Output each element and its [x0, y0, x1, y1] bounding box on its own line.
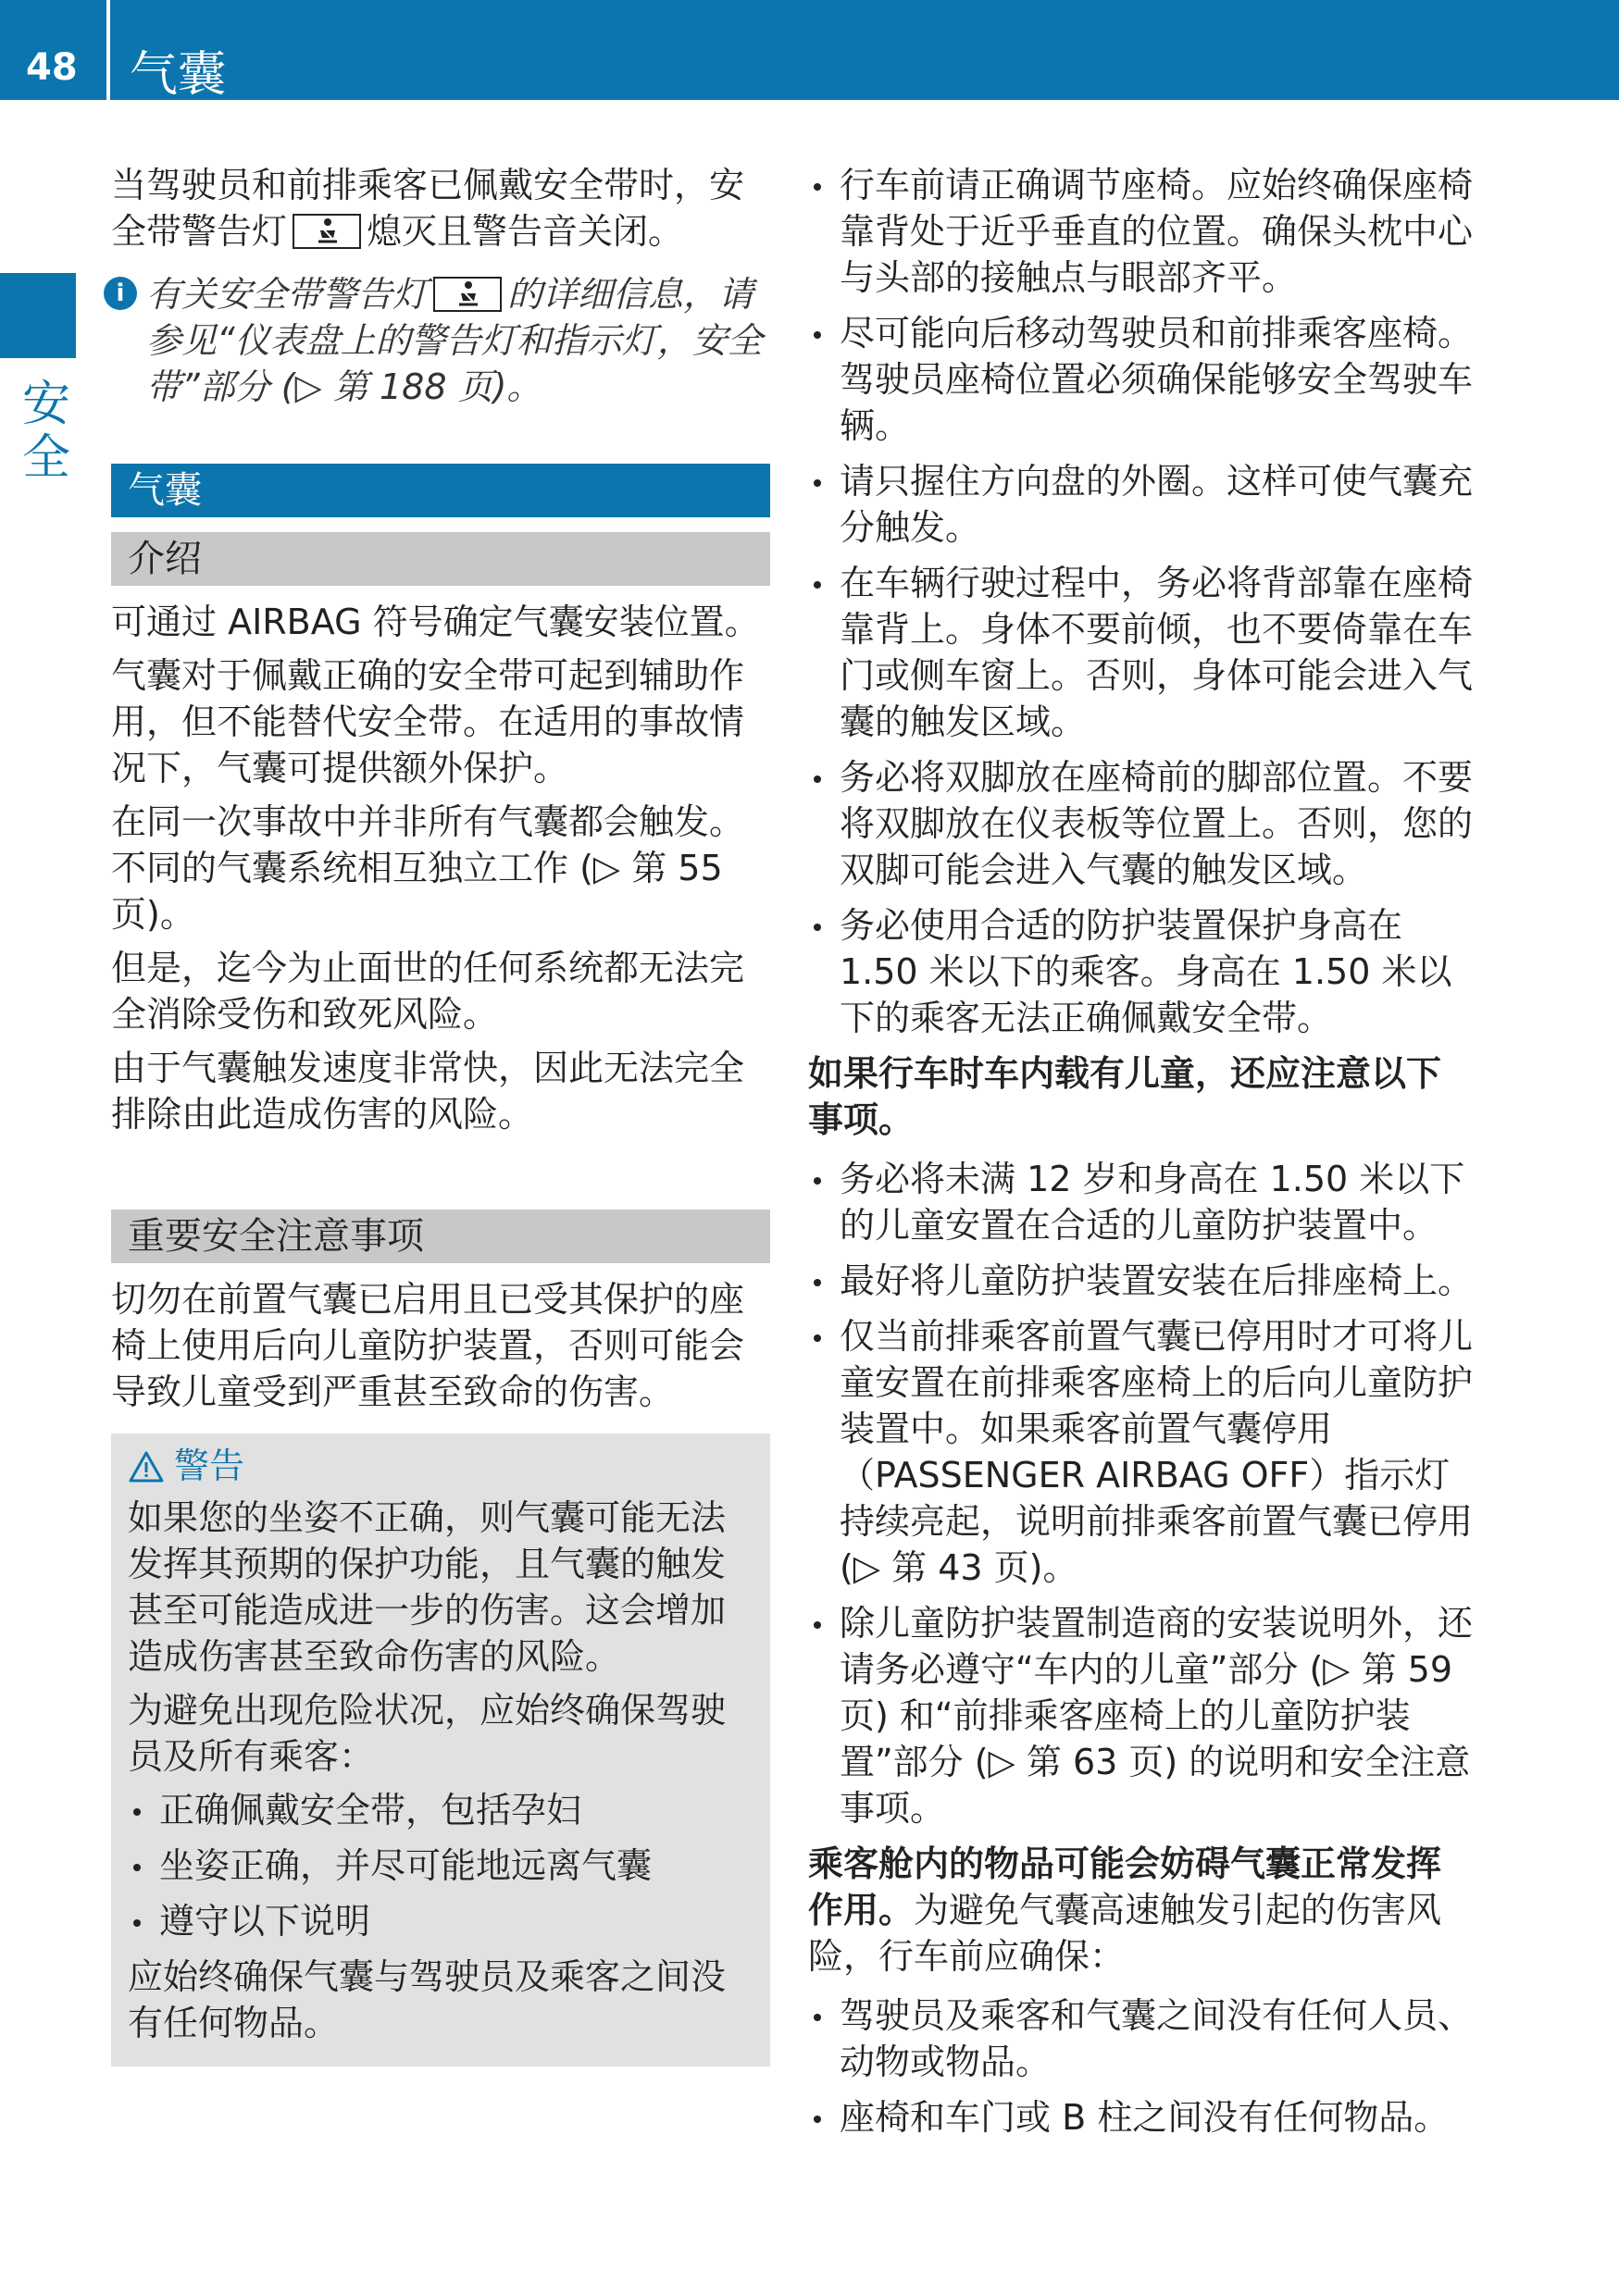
warning-list	[128, 1787, 753, 1944]
info-note	[111, 271, 770, 410]
warning-paragraph: 应始终确保气囊与驾驶员及乘客之间没有任何物品。	[128, 1956, 727, 2043]
page-number: 48	[26, 46, 78, 89]
warning-heading	[128, 1443, 753, 1489]
warning-triangle-icon	[128, 1450, 165, 1483]
warning-box	[111, 1433, 770, 2066]
paragraph: 由于气囊触发速度非常快，因此无法完全排除由此造成伤害的风险。	[111, 1048, 745, 1135]
seatbelt-warning-icon	[433, 277, 502, 312]
paragraph: 可通过 AIRBAG 符号确定气囊安装位置。	[111, 602, 760, 642]
list-item: 驾驶员及乘客和气囊之间没有任何人员、动物或物品。	[808, 1992, 1475, 2085]
warning-paragraph: 如果您的坐姿不正确，则气囊可能无法发挥其预期的保护功能，且气囊的触发甚至可能造成进一步的伤害。这会增加造成伤害甚至致命伤害的风险。	[128, 1497, 727, 1677]
info-icon: i	[104, 277, 137, 310]
header-bar	[0, 0, 1619, 100]
side-tab-label: 安全	[21, 377, 70, 486]
list-item: 在车辆行驶过程中，务必将背部靠在座椅靠背上。身体不要前倾，也不要倚靠在车门或侧车窗上。否则，身体可能会进入气囊的触发区域。	[808, 560, 1475, 745]
objects-heading-text: 为避免气囊高速触发引起的伤害风险，行车前应确保：	[808, 1890, 1442, 1977]
seating-instructions-list	[808, 162, 1475, 1041]
list-item: 务必使用合适的防护装置保护身高在 1.50 米以下的乘客。身高在 1.50 米以下的乘客无法正确佩戴安全带。	[808, 902, 1475, 1041]
list-item: 坐姿正确，并尽可能地远离气囊	[128, 1843, 753, 1889]
chapter-title: 气囊	[130, 47, 227, 103]
paragraph: 气囊对于佩戴正确的安全带可起到辅助作用，但不能替代安全带。在适用的事故情况下，气囊可提供额外保护。	[111, 655, 745, 788]
seatbelt-warning-icon	[293, 214, 361, 249]
left-column	[111, 162, 770, 2066]
children-instructions-list	[808, 1156, 1475, 1831]
list-item: 行车前请正确调节座椅。应始终确保座椅靠背处于近乎垂直的位置。确保头枕中心与头部的接触点与眼部齐平。	[808, 162, 1475, 301]
seatbelt-intro	[111, 162, 770, 254]
list-item: 最好将儿童防护装置安装在后排座椅上。	[808, 1258, 1475, 1304]
warning-paragraph: 为避免出现危险状况，应始终确保驾驶员及所有乘客：	[128, 1690, 727, 1777]
info-note-text-1: 有关安全带警告灯	[146, 274, 429, 315]
paragraph: 在同一次事故中并非所有气囊都会触发。不同的气囊系统相互独立工作 (▷ 第 55 页)。	[111, 801, 745, 935]
objects-heading	[808, 1841, 1475, 1980]
seatbelt-intro-text-2: 熄灭且警告音关闭。	[367, 211, 684, 252]
seatbelt-intro-text-1: 当驾驶员和前排乘客已佩戴安全带时，安全带警告灯	[111, 165, 745, 252]
subsection-title-intro: 介绍	[111, 532, 770, 586]
info-note-text-2: 的详细信息，请参见“仪表盘上的警告灯和指示灯，安全带”部分 (▷ 第 188 页)。	[146, 274, 763, 407]
paragraph: 但是，迄今为止面世的任何系统都无法完全消除受伤和致死风险。	[111, 948, 745, 1035]
side-tab-marker	[0, 273, 76, 358]
objects-heading-bold: 乘客舱内的物品可能会妨碍气囊正常发挥作用。	[808, 1843, 1442, 1930]
list-item: 仅当前排乘客前置气囊已停用时才可将儿童安置在前排乘客座椅上的后向儿童防护装置中。如果乘客前置气囊停用（PASSENGER AIRBAG OFF）指示灯持续亮起，说明前排乘客前置气囊已停用 (▷ 第 43 页)。	[808, 1313, 1475, 1591]
subsection-title-safety: 重要安全注意事项	[111, 1210, 770, 1263]
header-divider	[106, 0, 110, 100]
list-item: 尽可能向后移动驾驶员和前排乘客座椅。驾驶员座椅位置必须确保能够安全驾驶车辆。	[808, 310, 1475, 449]
warning-title: 警告	[174, 1446, 245, 1486]
list-item: 请只握住方向盘的外圈。这样可使气囊充分触发。	[808, 458, 1475, 551]
list-item: 遵守以下说明	[128, 1898, 753, 1944]
list-item: 务必将未满 12 岁和身高在 1.50 米以下的儿童安置在合适的儿童防护装置中。	[808, 1156, 1475, 1248]
children-heading: 如果行车时车内载有儿童，还应注意以下事项。	[808, 1053, 1442, 1140]
safety-paragraph: 切勿在前置气囊已启用且已受其保护的座椅上使用后向儿童防护装置，否则可能会导致儿童受到严重甚至致命的伤害。	[111, 1279, 745, 1412]
objects-instructions-list	[808, 1992, 1475, 2141]
section-title-airbag: 气囊	[111, 464, 770, 517]
list-item: 座椅和车门或 B 柱之间没有任何物品。	[808, 2094, 1475, 2141]
list-item: 正确佩戴安全带，包括孕妇	[128, 1787, 753, 1833]
list-item: 务必将双脚放在座椅前的脚部位置。不要将双脚放在仪表板等位置上。否则，您的双脚可能会进入气囊的触发区域。	[808, 754, 1475, 893]
list-item: 除儿童防护装置制造商的安装说明外，还请务必遵守“车内的儿童”部分 (▷ 第 59 页) 和“前排乘客座椅上的儿童防护装置”部分 (▷ 第 63 页) 的说明和安全注意事项。	[808, 1600, 1475, 1831]
right-column	[808, 162, 1475, 2150]
